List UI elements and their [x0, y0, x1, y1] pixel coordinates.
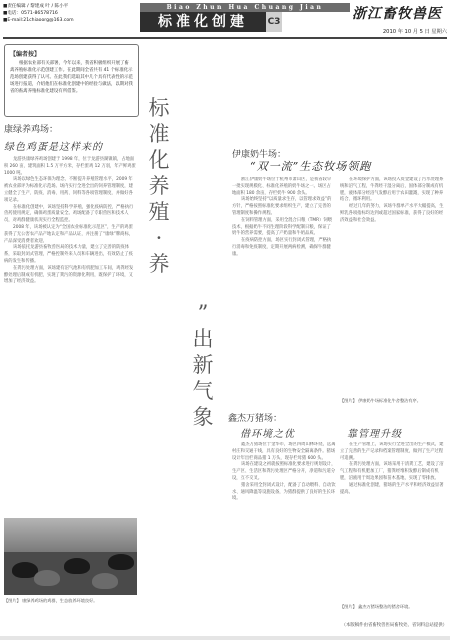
vertical-title-char: 养 — [148, 174, 170, 198]
paragraph: 该场以绿色生态环保为理念，不断提升养殖管理水平，2009 年被农业部评为标准化示范场。场内实行全进全出的饲养管理制度，建立健全了生产、防疫、消毒、用药、饲料等各项管理制度，并做好各项记录。 — [4, 177, 133, 203]
article-body — [340, 177, 447, 397]
contact-line: ■电话：0571-86578716 — [3, 11, 58, 16]
vertical-title-char: 准 — [148, 122, 170, 146]
page-edge — [0, 636, 450, 640]
paragraph: 在粪污处理方面，该场建有沼气池和有机肥加工车间，鸡粪经发酵处理后制成有机肥，实现了粪污的资源化利用，既保护了环境，又增加了经济效益。 — [4, 265, 134, 285]
paragraph: 浙江伊康奶牛场位于杭州市萧山区，是我省较早一批实现规模化、标准化养殖的奶牛场之一。场区占地面积 180 余亩，存栏奶牛 900 余头。 — [232, 177, 332, 196]
photo-caption: 【图片】 康绿养鸡场的鸡群，生态放养环境良好。 — [4, 598, 98, 603]
paragraph: 在环境保护方面，该场投入资金建设了污水处理系统和沼气工程，牛粪经干湿分离后，固体部分制成有机肥，液体部分经沼气发酵后用于农田灌溉，实现了种养结合、循环利用。 — [340, 177, 444, 203]
paragraph: 在标准化创建中，该场坚持科学养殖，强化疫病防控，严格执行兽药使用规定，确保鸡蛋质量安全。鸡场配备了专职兽医和技术人员，对鸡群健康状况实行全程监控。 — [4, 204, 134, 224]
paper-name: 浙江畜牧兽医 — [352, 6, 442, 22]
paragraph: 鑫杰万猪场位于金华市，场区四周山林环绕，远离村庄和交通干线，具有良好的生物安全隔离条件。猪场设计年出栏商品猪 1 万头，现存栏母猪 600 头。 — [232, 442, 336, 461]
contact-info — [3, 3, 133, 24]
vertical-title-char: · — [155, 226, 163, 250]
article-body — [232, 177, 335, 407]
article-subhead: 绿色鸡蛋是这样来的 — [4, 142, 103, 153]
hens-photo — [4, 518, 137, 595]
paragraph: 在生产管理上，该场实行全进全出的生产模式，建立了完善的生产记录和档案管理制度，做到了生产过程可追溯。 — [340, 442, 444, 461]
issue-date: 2010 年 10 月 5 日 星期六 — [382, 29, 447, 35]
section-title: 标准化创建 — [140, 12, 266, 32]
paragraph: 在粪污处理方面，该场采用干清粪工艺，建设了沼气工程和有机肥加工厂，猪粪经堆积发酵后制成有机肥，沼液用于周边果园和苗木基地，实现了零排放。 — [340, 462, 444, 481]
paragraph: 该场依托龙游县畜牧兽医局的技术力量，建立了完善的防疫体系，采取封闭式管理，严格控制外来人员和车辆进出，有效防止了疫病的发生和传播。 — [4, 245, 133, 264]
contact-line: ■责任编辑 / 黎建成 叶 / 陈小平 — [3, 4, 69, 9]
article-body — [4, 157, 136, 286]
paragraph: 经过几年的努力，该场牛群单产水平大幅提高，生鲜乳各项指标均达到或超过国家标准，获得了良好的经济效益和社会效益。 — [340, 204, 444, 223]
vertical-title-char: 气 — [192, 379, 214, 403]
vertical-title-char: ” — [197, 301, 209, 325]
paragraph: 在疫病防控方面，场区实行封闭式管理，严格执行消毒和免疫制度，定期开展两病检测，确保牛群健康。 — [232, 238, 332, 257]
paragraph: 龙游县康绿养鸡场创建于 1998 年，位于龙游县湖镇镇，占地面积 260 亩，建筑面积 1.5 万平方米，存栏蛋鸡 12 万羽，年产鲜鸡蛋 1000 吨。 — [4, 157, 136, 176]
article-subhead: “双一流”生态牧场领跑 — [250, 160, 372, 173]
photo-background — [4, 518, 137, 552]
article-subhead: 靠管理升级 — [347, 429, 402, 440]
vertical-title-char: 养 — [148, 252, 170, 276]
vertical-title-bottom — [190, 300, 216, 430]
article-kanglv — [4, 120, 136, 286]
editor-note-label: 【编者按】 — [10, 51, 41, 58]
paragraph: 猪舍采用全封闭式设计，配备了自动喂料、自动饮水、通风降温等设施设备，为猪群提供了良好的生长环境。 — [232, 482, 336, 502]
source-footnote: （本版稿件由省畜牧兽医局畜牧处、省饲料总站提供） — [341, 623, 447, 628]
hen-figure — [34, 570, 60, 586]
section-pinyin: Biao Zhun Hua Chuang Jian — [140, 3, 350, 12]
paragraph: 该场始终坚持“以质量求生存，以管理求效益”的方针，严格按照标准化要求组织生产，建立了完善的管理制度和操作规程。 — [232, 197, 332, 216]
paragraph: 通过标准化创建，猪场的生产水平和经济效益显著提高。 — [340, 482, 444, 495]
hen-figure — [92, 573, 118, 589]
vertical-title-char: 出 — [192, 327, 214, 351]
article-headline: 康绿养鸡场： — [4, 125, 59, 135]
hen-figure — [64, 558, 90, 574]
paragraph: 该场在建设之初就按照标准化要求进行规划设计，生产区、生活区和粪污处理区严格分开，净道和污道分设，互不交叉。 — [232, 462, 336, 481]
photo-caption: 【图片】 伊康奶牛场标准化牛舍整洁有序。 — [340, 398, 421, 403]
vertical-title-top — [146, 95, 172, 277]
masthead — [0, 0, 450, 40]
masthead-rule — [3, 37, 447, 39]
page-code: C3 — [266, 12, 282, 32]
photo-caption: 【图片】 鑫杰万猪场整洁的猪舍环境。 — [340, 604, 413, 609]
vertical-title-char: 化 — [148, 148, 170, 172]
article-body — [340, 442, 447, 602]
article-body — [232, 442, 337, 612]
vertical-title-char: 殖 — [148, 200, 170, 224]
article-subhead: 借环境之优 — [240, 429, 295, 440]
vertical-title-char: 象 — [192, 405, 214, 429]
paragraph: 在饲料管理方面，采用全混合日粮（TMR）饲喂技术，根据奶牛不同生理阶段科学配制日粮，保证了奶牛的营养需要，提高了产奶量和牛奶品质。 — [232, 217, 332, 237]
hen-figure — [108, 554, 134, 570]
editor-note-box — [4, 44, 139, 117]
article-headline: 鑫杰万猪场： — [228, 414, 283, 424]
contact-line: ■E-mail:21chiaoorg@163.com — [3, 18, 74, 23]
article-headline: 伊康奶牛场： — [232, 150, 287, 160]
vertical-title-char: 新 — [192, 353, 214, 377]
vertical-title-char: 标 — [148, 96, 170, 120]
paragraph: 2008 年，该场被认定为“全国农业标准化示范区”，生产的鸡蛋获得了无公害农产品产地认定和产品认证，并注册了“康绿”牌商标，产品深受消费者欢迎。 — [4, 224, 134, 244]
editor-note-text: 根据农业部有关部署，今年以来，我省积极组织开展了畜禽养殖标准化示范创建工作。在此期间全省共有 41 个标准化示范场创建获得了认可。在此我们选取其中几个具有代表性的示范场进行报道，介绍他们在标准化创建中的经验与做法，以期对我省的畜禽养殖标准化建设有所借鉴。 — [10, 61, 133, 94]
